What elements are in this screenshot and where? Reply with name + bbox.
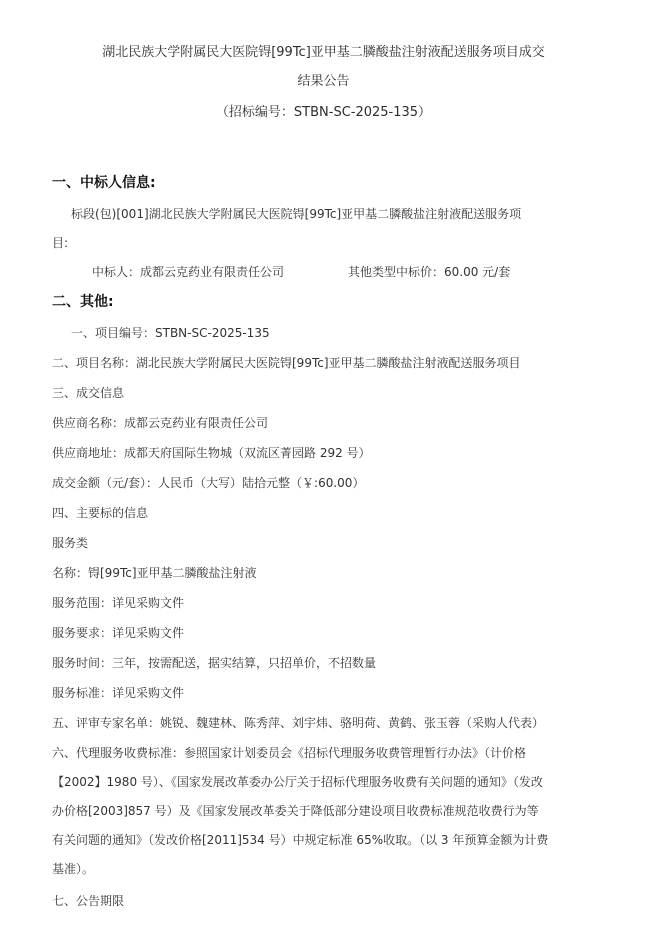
fee-standard-line-2: 【2002】1980 号）、《国家发展改革委办公厅关于招标代理服务收费有关问题的通知》（发改 — [52, 775, 543, 789]
expert-list: 五、评审专家名单：姚锐、魏建林、陈秀萍、刘宇炜、骆明荷、黄鹤、张玉蓉（采购人代表） — [52, 716, 545, 730]
section-other-heading: 二、其他: — [52, 294, 114, 310]
service-requirement: 服务要求：详见采购文件 — [52, 626, 185, 640]
announcement-title-line2: 结果公告 — [297, 74, 350, 89]
service-scope: 服务范围：详见采购文件 — [52, 596, 185, 610]
project-number: 一、项目编号：STBN-SC-2025-135 — [71, 326, 270, 340]
lot-line-2: 目: — [52, 236, 69, 250]
announcement-title-line1: 湖北民族大学附属民大医院锝[99Tc]亚甲基二膦酸盐注射液配送服务项目成交 — [102, 45, 545, 60]
winner-price: 其他类型中标价：60.00 元/套 — [348, 265, 511, 279]
item-name: 名称：锝[99Tc]亚甲基二膦酸盐注射液 — [52, 566, 257, 580]
lot-line-1: 标段(包)[001]湖北民族大学附属民大医院锝[99Tc]亚甲基二膦酸盐注射液配送服务项 — [71, 207, 522, 221]
subject-info-heading: 四、主要标的信息 — [52, 506, 149, 520]
supplier-address: 供应商地址：成都天府国际生物城（双流区菁园路 292 号） — [52, 446, 371, 460]
fee-standard-line-1: 六、代理服务收费标准：参照国家计划委员会《招标代理服务收费管理暂行办法》（计价格 — [52, 746, 527, 760]
project-name: 二、项目名称：湖北民族大学附属民大医院锝[99Tc]亚甲基二膦酸盐注射液配送服务项目 — [52, 356, 521, 370]
service-category: 服务类 — [52, 536, 89, 550]
section-winner-heading: 一、中标人信息: — [52, 175, 156, 191]
fee-standard-line-4: 有关问题的通知》（发改价格[2011]534 号）中规定标准 65%收取。（以 3 年预算金额为计费 — [52, 833, 549, 847]
announcement-period-heading: 七、公告期限 — [52, 894, 125, 908]
tender-number: （招标编号：STBN-SC-2025-135） — [215, 105, 432, 120]
fee-standard-line-5: 基准）。 — [52, 862, 95, 876]
supplier-name: 供应商名称：成都云克药业有限责任公司 — [52, 416, 269, 430]
winner-name: 中标人：成都云克药业有限责任公司 — [92, 265, 285, 279]
deal-amount: 成交金额（元/套）：人民币（大写）陆拾元整（￥:60.00） — [52, 476, 365, 490]
service-time: 服务时间：三年，按需配送，据实结算，只招单价，不招数量 — [52, 656, 377, 670]
fee-standard-line-3: 办价格[2003]857 号）及《国家发展改革委关于降低部分建设项目收费标准规范收费行为等 — [52, 804, 539, 818]
service-standard: 服务标准：详见采购文件 — [52, 686, 185, 700]
deal-info-heading: 三、成交信息 — [52, 386, 125, 400]
